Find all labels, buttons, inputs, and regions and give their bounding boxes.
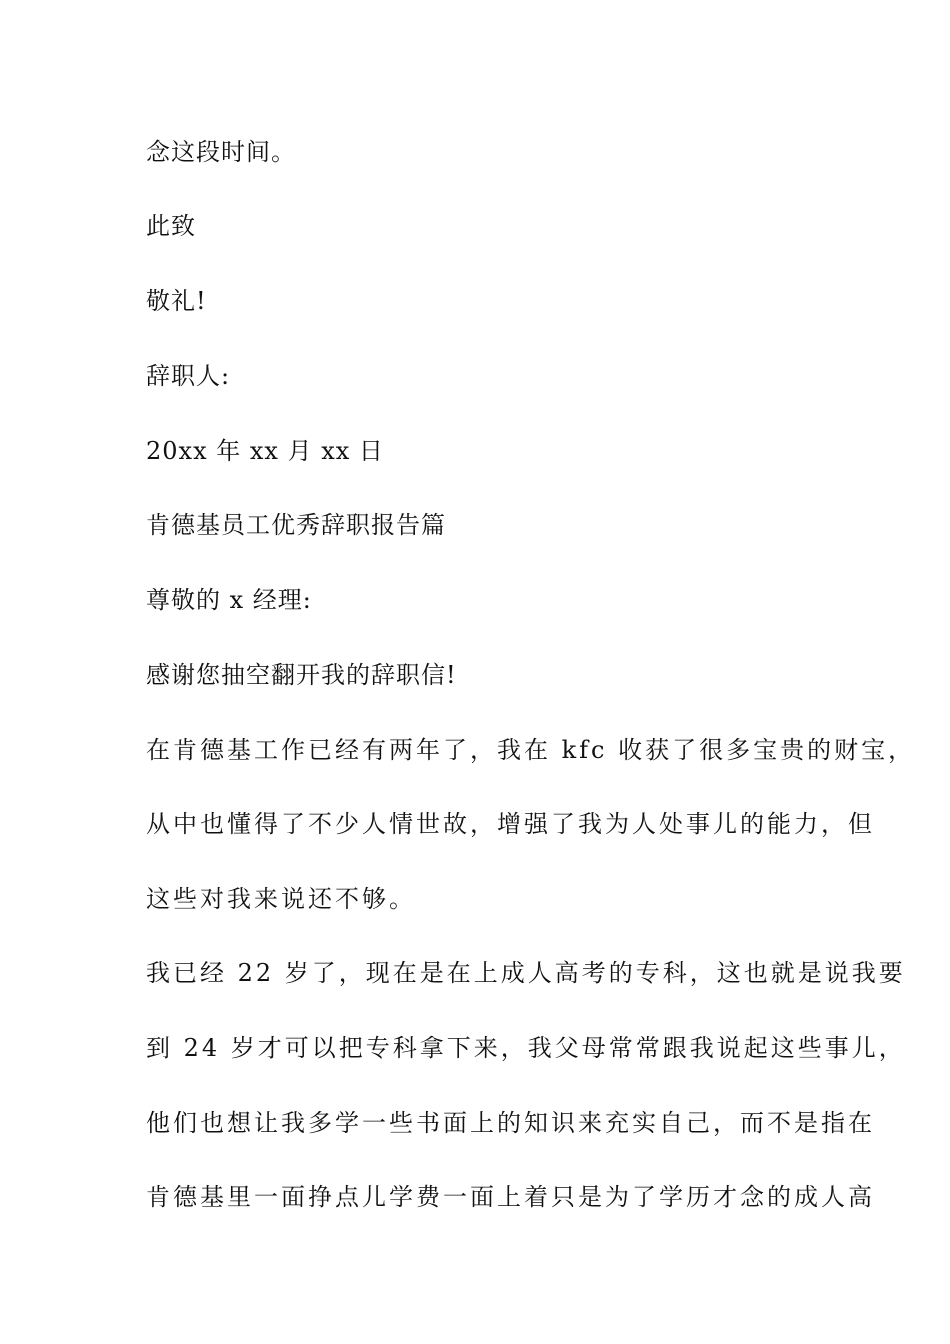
- closing-salutation: 此致: [146, 212, 196, 240]
- paragraph-line: 这些对我来说还不够。: [146, 885, 416, 913]
- greeting-line: 尊敬的 x 经理:: [146, 586, 312, 614]
- date-line: 20xx 年 xx 月 xx 日: [146, 437, 384, 465]
- section-title: 肯德基员工优秀辞职报告篇: [146, 511, 446, 539]
- signer-label: 辞职人:: [146, 362, 231, 390]
- paragraph-line: 肯德基里一面挣点儿学费一面上着只是为了学历才念的成人高: [146, 1183, 875, 1211]
- paragraph-line: 他们也想让我多学一些书面上的知识来充实自己，而不是指在: [146, 1109, 875, 1137]
- paragraph-line: 我已经 22 岁了，现在是在上成人高考的专科，这也就是说我要: [146, 959, 906, 987]
- closing-respect: 敬礼!: [146, 287, 207, 315]
- thanks-line: 感谢您抽空翻开我的辞职信!: [146, 661, 457, 689]
- text-line-continuation: 念这段时间。: [146, 138, 296, 166]
- paragraph-line: 到 24 岁才可以把专科拿下来，我父母常常跟我说起这些事儿，: [146, 1034, 906, 1062]
- paragraph-line: 在肯德基工作已经有两年了，我在 kfc 收获了很多宝贵的财宝，: [146, 736, 916, 764]
- paragraph-line: 从中也懂得了不少人情世故，增强了我为人处事儿的能力，但: [146, 810, 875, 838]
